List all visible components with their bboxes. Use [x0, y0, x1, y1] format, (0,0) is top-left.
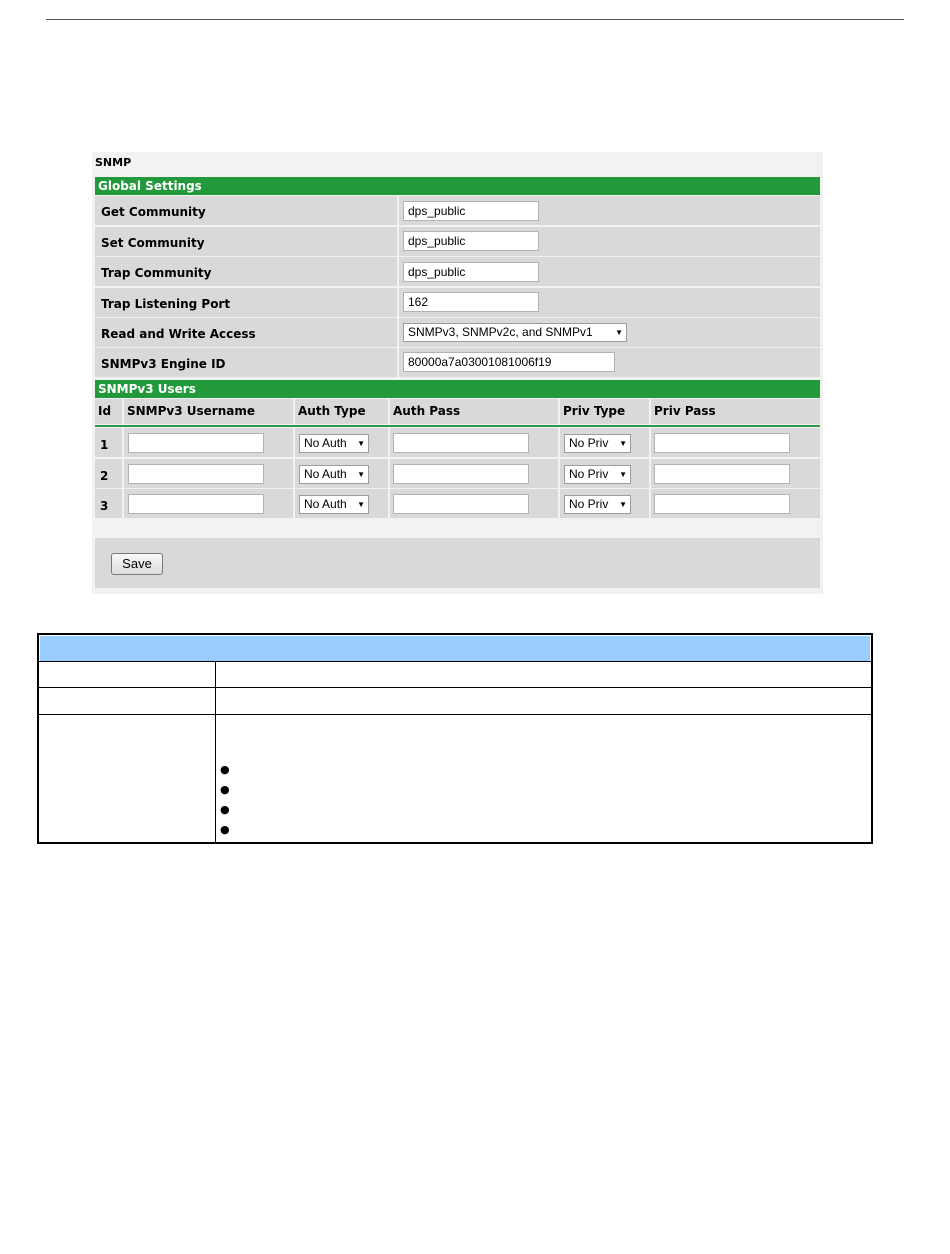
user-id: 3 [95, 489, 122, 518]
description-table-header [40, 636, 870, 661]
row-divider [39, 687, 871, 688]
description-table [37, 633, 873, 844]
snmp-panel [92, 152, 823, 594]
chevron-down-icon: ▼ [619, 470, 627, 479]
trap-port-input[interactable]: 162 [403, 292, 539, 312]
username-input[interactable] [128, 464, 264, 484]
auth-pass-input[interactable] [393, 433, 529, 453]
priv-type-select[interactable]: No Priv ▼ [564, 434, 631, 453]
priv-pass-input[interactable] [654, 494, 790, 514]
bullet-icon: ● [220, 763, 230, 776]
save-area [95, 538, 820, 588]
chevron-down-icon: ▼ [615, 328, 623, 337]
auth-type-select[interactable]: No Auth ▼ [299, 465, 369, 484]
priv-type-select[interactable]: No Priv ▼ [564, 465, 631, 484]
bullet-icon: ● [220, 783, 230, 796]
chevron-down-icon: ▼ [619, 439, 627, 448]
set-community-label: Set Community [95, 227, 397, 256]
priv-pass-input[interactable] [654, 433, 790, 453]
col-username: SNMPv3 Username [124, 399, 293, 424]
row-read-write-access [95, 318, 820, 348]
bullet-icon: ● [220, 803, 230, 816]
trap-community-input[interactable]: dps_public [403, 262, 539, 282]
chevron-down-icon: ▼ [619, 500, 627, 509]
col-id: Id [95, 399, 122, 424]
trap-community-label: Trap Community [95, 257, 397, 286]
col-priv-pass: Priv Pass [651, 399, 820, 424]
col-priv-type: Priv Type [560, 399, 649, 424]
get-community-input[interactable]: dps_public [403, 201, 539, 221]
chevron-down-icon: ▼ [357, 500, 365, 509]
read-write-access-label: Read and Write Access [95, 318, 397, 347]
username-input[interactable] [128, 494, 264, 514]
col-auth-type: Auth Type [295, 399, 388, 424]
row-trap-community [95, 257, 820, 287]
col-auth-pass: Auth Pass [390, 399, 558, 424]
row-get-community [95, 196, 820, 226]
set-community-input[interactable]: dps_public [403, 231, 539, 251]
auth-type-select[interactable]: No Auth ▼ [299, 434, 369, 453]
auth-type-select[interactable]: No Auth ▼ [299, 495, 369, 514]
snmpv3-users-header: SNMPv3 Users [95, 380, 820, 398]
row-engine-id [95, 348, 820, 378]
row-trap-port [95, 288, 820, 318]
auth-pass-input[interactable] [393, 494, 529, 514]
priv-pass-input[interactable] [654, 464, 790, 484]
save-button[interactable]: Save [111, 553, 163, 575]
priv-type-select[interactable]: No Priv ▼ [564, 495, 631, 514]
users-header-divider [95, 425, 820, 427]
global-settings-header: Global Settings [95, 177, 820, 195]
row-set-community [95, 227, 820, 257]
chevron-down-icon: ▼ [357, 470, 365, 479]
username-input[interactable] [128, 433, 264, 453]
header-rule [46, 19, 904, 20]
engine-id-label: SNMPv3 Engine ID [95, 348, 397, 377]
row-divider [39, 661, 871, 662]
bullet-icon: ● [220, 823, 230, 836]
trap-port-label: Trap Listening Port [95, 288, 397, 317]
row-divider [39, 714, 871, 715]
read-write-access-select[interactable]: SNMPv3, SNMPv2c, and SNMPv1 ▼ [403, 323, 627, 342]
auth-pass-input[interactable] [393, 464, 529, 484]
user-id: 1 [95, 428, 122, 457]
get-community-label: Get Community [95, 196, 397, 225]
chevron-down-icon: ▼ [357, 439, 365, 448]
page-title: SNMP [95, 156, 132, 169]
engine-id-input[interactable]: 80000a7a03001081006f19 [403, 352, 615, 372]
user-id: 2 [95, 459, 122, 488]
column-divider [215, 661, 216, 842]
